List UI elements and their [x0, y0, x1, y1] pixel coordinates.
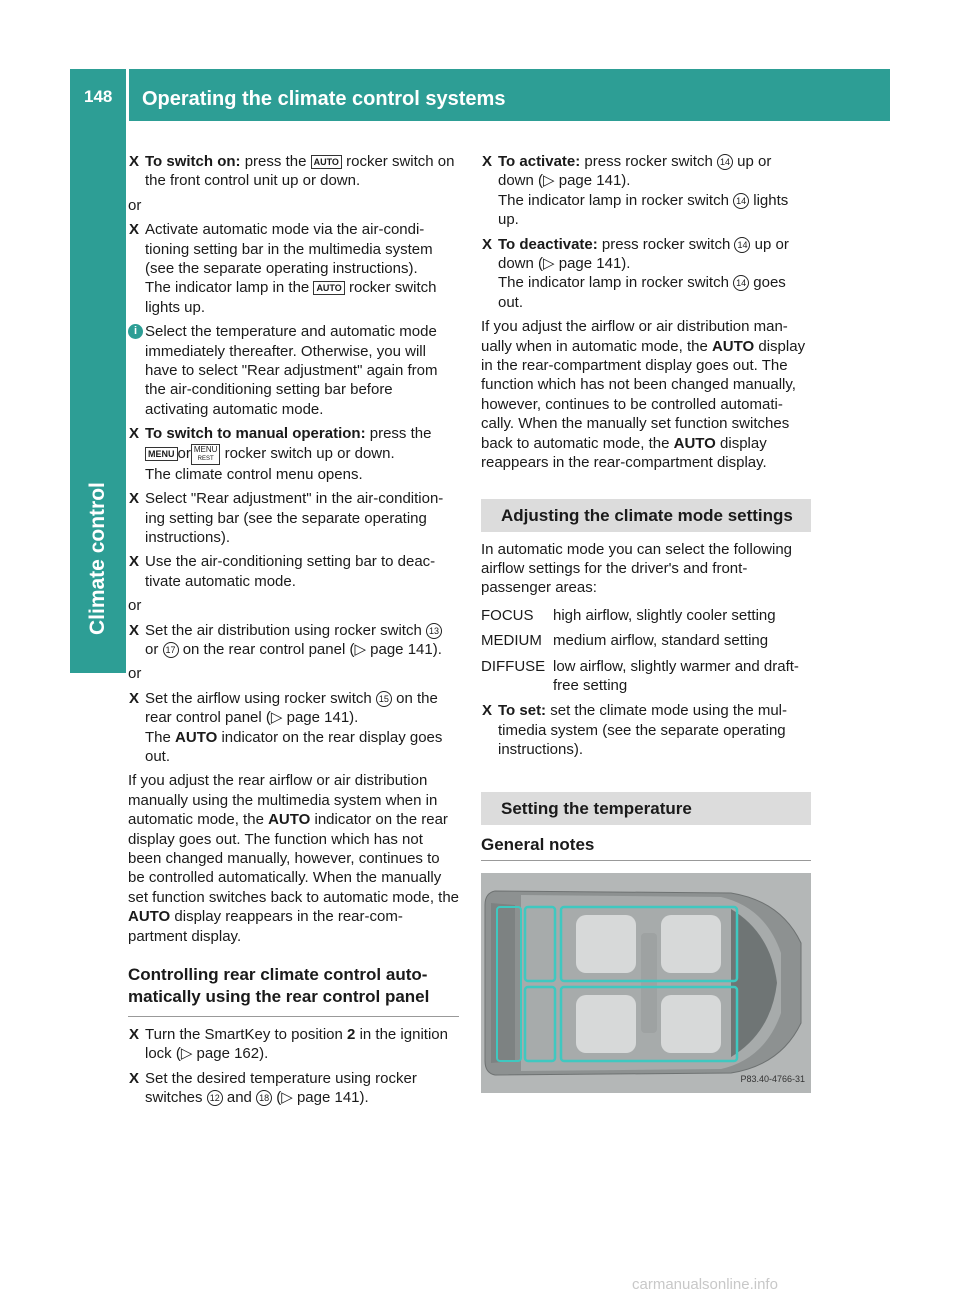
car-top-view-illustration [481, 873, 811, 1093]
page-header [70, 69, 890, 121]
mode-row: MEDIUM medium airflow, standard setting [481, 632, 769, 650]
mode-row: FOCUS high airflow, slightly cooler setting [481, 606, 776, 624]
paragraph-airflow-manual: If you adjust the airflow or air distribution man-ually when in automatic mode, the AUTO display in the rear-compartment display goes out. The function which has not been changed manually, however, continues to be controlled automati-cally. When the manually set function switches back to automatic mode, the AUTO display reappears in the rear-compartment display. [481, 318, 806, 472]
info-note: i Select the temperature and automatic mode immediately thereafter. Otherwise, you will have to select "Rear adjustment" again from the air-conditioning setting bar before activating automatic mode. [128, 322, 459, 419]
paragraph-rear-manual: If you adjust the rear airflow or air distribution manually using the multimedia system when in automatic mode, the AUTO indicator on the rear display goes out. The function which has not been changed manually, however, continues to be controlled automatically. When the manually set function switches back to automatic mode, the AUTO display reappears in the rear-com-partment display. [128, 772, 460, 945]
step-airflow: X Set the airflow using rocker switch 15 on the rear control panel (▷ page 141). The AUTO indicator on the rear display goes out. [129, 689, 443, 765]
callout-14: 14 [733, 275, 749, 291]
subheading-general-notes: General notes [481, 835, 811, 861]
left-column: X To switch on: press the AUTO rocker switch on the front control unit up or down. or X Activate automatic mode via the air-condi-tioning setting bar in the multimedia system (see the separate operating instructions). The indicator lamp in the AUTO rocker switch lights up. i Select the temperature and automatic mode immediately thereafter. Otherwise, you will have to select "Rear adjustment" again from the air-conditioning setting bar before activating automatic mode. X To switch to manual operation: press the MENU or MENU REST rocker switch up or down. The climate control menu opens. X Select "Rear adjustment" in the air-condition-ing setting bar (see the separate operating instructions). X Use the air-conditioning setting bar to deac-tivate automatic mode. or X Set the air distribution using rocker switch 13 or 17 on the rear control panel (▷ page 141). or X Set the airflow using rocker switch 15 on the rear control panel (▷ page 141). The AUTO indicator on the rear display goes out. If you adjust the rear airflow or air distribution manually using the multimedia system when in automatic mode, the AUTO indicator on the rear display goes out. The function which has not been changed manually, however, continues to be controlled automatically. When the manually set function switches back to automatic mode, the AUTO display reappears in the rear-com-partment display. Controlling rear climate control auto-matically using the rear control panel X Turn the SmartKey to position 2 in the ignition lock (▷ page 162). X Set the desired temperature using rocker switches 12 and 18 (▷ page 141). [128, 153, 460, 1107]
menu-button-icon: MENU [145, 447, 178, 461]
step-activate: X To activate: press rocker switch 14 up or down (▷ page 141). The indicator lamp in rocker switch 14 lights up. [482, 153, 789, 229]
step-set-temperature: X Set the desired temperature using rocker switches 12 and 18 (▷ page 141). [129, 1069, 417, 1107]
callout-14: 14 [734, 237, 750, 253]
callout-12: 12 [207, 1090, 223, 1106]
info-icon: i [128, 324, 143, 339]
paragraph-climate-mode: In automatic mode you can select the following airflow settings for the driver's and front-passenger areas: [481, 540, 793, 597]
step-set: X To set: set the climate mode using the mul-timedia system (see the separate operating instructions). [482, 702, 788, 759]
callout-18: 18 [256, 1090, 272, 1106]
step-deactivate-auto: X Use the air-conditioning setting bar to deac-tivate automatic mode. [129, 553, 436, 590]
callout-17: 17 [163, 642, 179, 658]
menu-rest-button-icon: MENU REST [191, 444, 221, 465]
step-manual: X To switch to manual operation: press the MENU or MENU REST rocker switch up or down. The climate control menu opens. [129, 425, 432, 483]
page-number: 148 [84, 87, 113, 106]
step-smartkey: X Turn the SmartKey to position 2 in the ignition lock (▷ page 162). [129, 1026, 448, 1063]
section-bar-climate-mode: Adjusting the climate mode settings [481, 499, 811, 532]
car-zones-figure [481, 873, 811, 1093]
section-heading: Controlling rear climate control auto-matically using the rear control panel [128, 964, 459, 1017]
right-column [481, 152, 811, 1093]
chapter-tab [70, 121, 126, 673]
step-rear-adjustment: X Select "Rear adjustment" in the air-condition-ing setting bar (see the separate operating instructions). [129, 490, 444, 546]
figure-code: P83.40-4766-31 [740, 1073, 805, 1084]
chapter-tab-label: Climate control [86, 482, 109, 635]
step-activate-auto: X Activate automatic mode via the air-condi-tioning setting bar in the multimedia system (see the separate operating instructions). The indicator lamp in the AUTO rocker switch lights up. [129, 221, 437, 316]
auto-button-icon: AUTO [311, 155, 342, 169]
auto-button-icon: AUTO [313, 281, 344, 295]
callout-14: 14 [717, 154, 733, 170]
chapter-title: Operating the climate control systems [142, 88, 506, 110]
step-deactivate: X To deactivate: press rocker switch 14 up or down (▷ page 141). The indicator lamp in rocker switch 14 goes out. [482, 235, 789, 311]
step-switch-on: X To switch on: press the AUTO rocker switch on the front control unit up or down. [129, 153, 455, 190]
callout-15: 15 [376, 691, 392, 707]
step-air-distribution: X Set the air distribution using rocker switch 13 or 17 on the rear control panel (▷ page 141). [129, 621, 442, 658]
climate-mode-table [481, 606, 811, 696]
section-bar-temperature: Setting the temperature [481, 792, 811, 825]
callout-13: 13 [426, 623, 442, 639]
mode-row: DIFFUSE low airflow, slightly warmer and draft-free setting [481, 657, 799, 694]
callout-14: 14 [733, 193, 749, 209]
header-divider [126, 69, 129, 121]
watermark: carmanualsonline.info [632, 1276, 778, 1293]
